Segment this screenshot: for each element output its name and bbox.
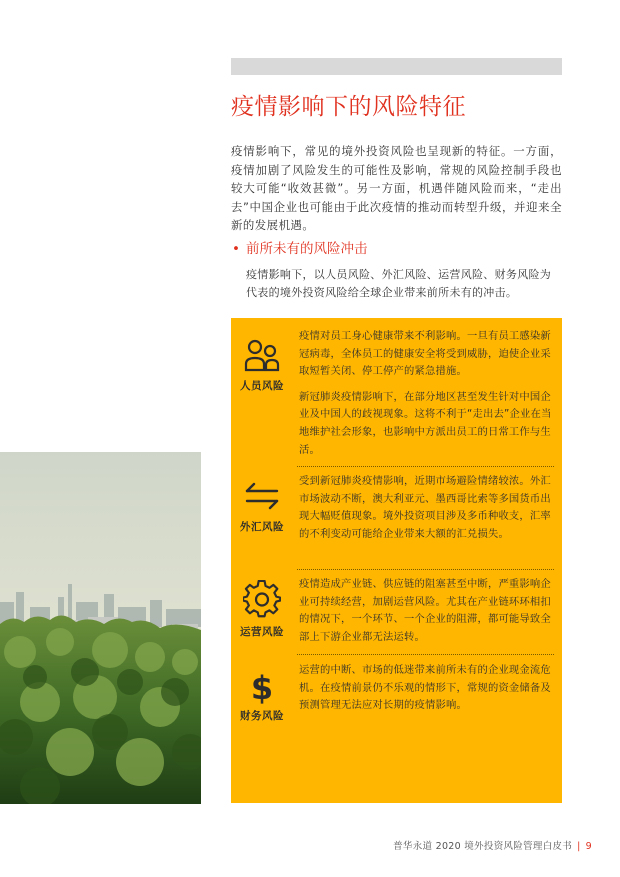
bullet-heading-text: 前所未有的风险冲击 xyxy=(246,241,368,257)
divider xyxy=(297,569,554,570)
risk-paragraph: 疫情对员工身心健康带来不利影响。一旦有员工感染新冠病毒，全体员工的健康安全将受到威胁，迫使企业采取短暂关闭、停工停产的紧急措施。 xyxy=(299,330,551,378)
bullet-dot: • xyxy=(232,241,240,257)
risk-personnel-icon-col xyxy=(231,338,293,393)
risk-label: 人员风险 xyxy=(240,380,284,392)
risk-personnel xyxy=(231,328,562,464)
risk-fx-icon-col xyxy=(231,481,293,534)
exchange-arrows-icon xyxy=(244,481,280,511)
risk-operations-icon-col xyxy=(231,580,293,639)
risk-operations xyxy=(231,576,562,656)
page-footer xyxy=(393,838,592,852)
risk-paragraph: 受到新冠肺炎疫情影响，近期市场避险情绪较浓。外汇市场波动不断，澳大利亚元、墨西哥比索等多国货币出现大幅贬值现象。境外投资项目涉及多币种收支，汇率的不利变动可能给企业带来大额的汇兑损失。 xyxy=(299,475,551,540)
risk-finance-icon-col xyxy=(231,670,293,723)
risk-finance-text xyxy=(299,662,552,715)
risk-panel xyxy=(231,318,562,803)
risk-label: 财务风险 xyxy=(240,710,284,722)
risk-label: 外汇风险 xyxy=(240,521,284,533)
gear-icon xyxy=(243,580,281,618)
risk-fx-text xyxy=(299,473,552,543)
intro-paragraph: 疫情影响下，常见的境外投资风险也呈现新的特征。一方面，疫情加剧了风险发生的可能性及影响，常规的风险控制手段也较大可能“收效甚微”。另一方面，机遇伴随风险而来，“走出去”中国企业也可能由于此次疫情的推动而转型升级，并迎来全新的发展机遇。 xyxy=(231,144,562,232)
page-number: 9 xyxy=(585,841,592,852)
dollar-icon: $ xyxy=(250,669,274,707)
page-title: 疫情影响下的风险特征 xyxy=(231,94,466,120)
bullet-heading xyxy=(232,240,562,258)
city-forest-photo xyxy=(0,452,201,804)
risk-label: 运营风险 xyxy=(240,626,284,638)
risk-paragraph: 运营的中断、市场的低迷带来前所未有的企业现金流危机。在疫情前景仍不乐观的情形下，常规的资金储备及预测管理无法应对长期的疫情影响。 xyxy=(299,664,551,712)
risk-fx xyxy=(231,473,562,573)
footer-text: 普华永道 2020 境外投资风险管理白皮书 xyxy=(393,841,573,852)
risk-paragraph: 疫情造成产业链、供应链的阻塞甚至中断，严重影响企业可持续经营，加剧运营风险。尤其在产业链环环相扣的情况下，一个环节、一个企业的阻滞，都可能导致全部上下游企业都无法运转。 xyxy=(299,578,551,643)
people-icon xyxy=(244,338,280,372)
risk-paragraph: 新冠肺炎疫情影响下，在部分地区甚至发生针对中国企业及中国人的歧视现象。这将不利于“走出去”企业在当地维护社会形象，也影响中方派出员工的日常工作与生活。 xyxy=(299,390,552,456)
footer-separator: | xyxy=(577,841,581,852)
bullet-body: 疫情影响下，以人员风险、外汇风险、运营风险、财务风险为代表的境外投资风险给全球企业带来前所未有的冲击。 xyxy=(246,268,552,299)
divider xyxy=(297,466,554,467)
divider xyxy=(297,654,554,655)
risk-finance xyxy=(231,662,562,742)
header-gray-bar xyxy=(231,58,562,75)
risk-personnel-text xyxy=(299,328,552,459)
risk-operations-text xyxy=(299,576,552,646)
